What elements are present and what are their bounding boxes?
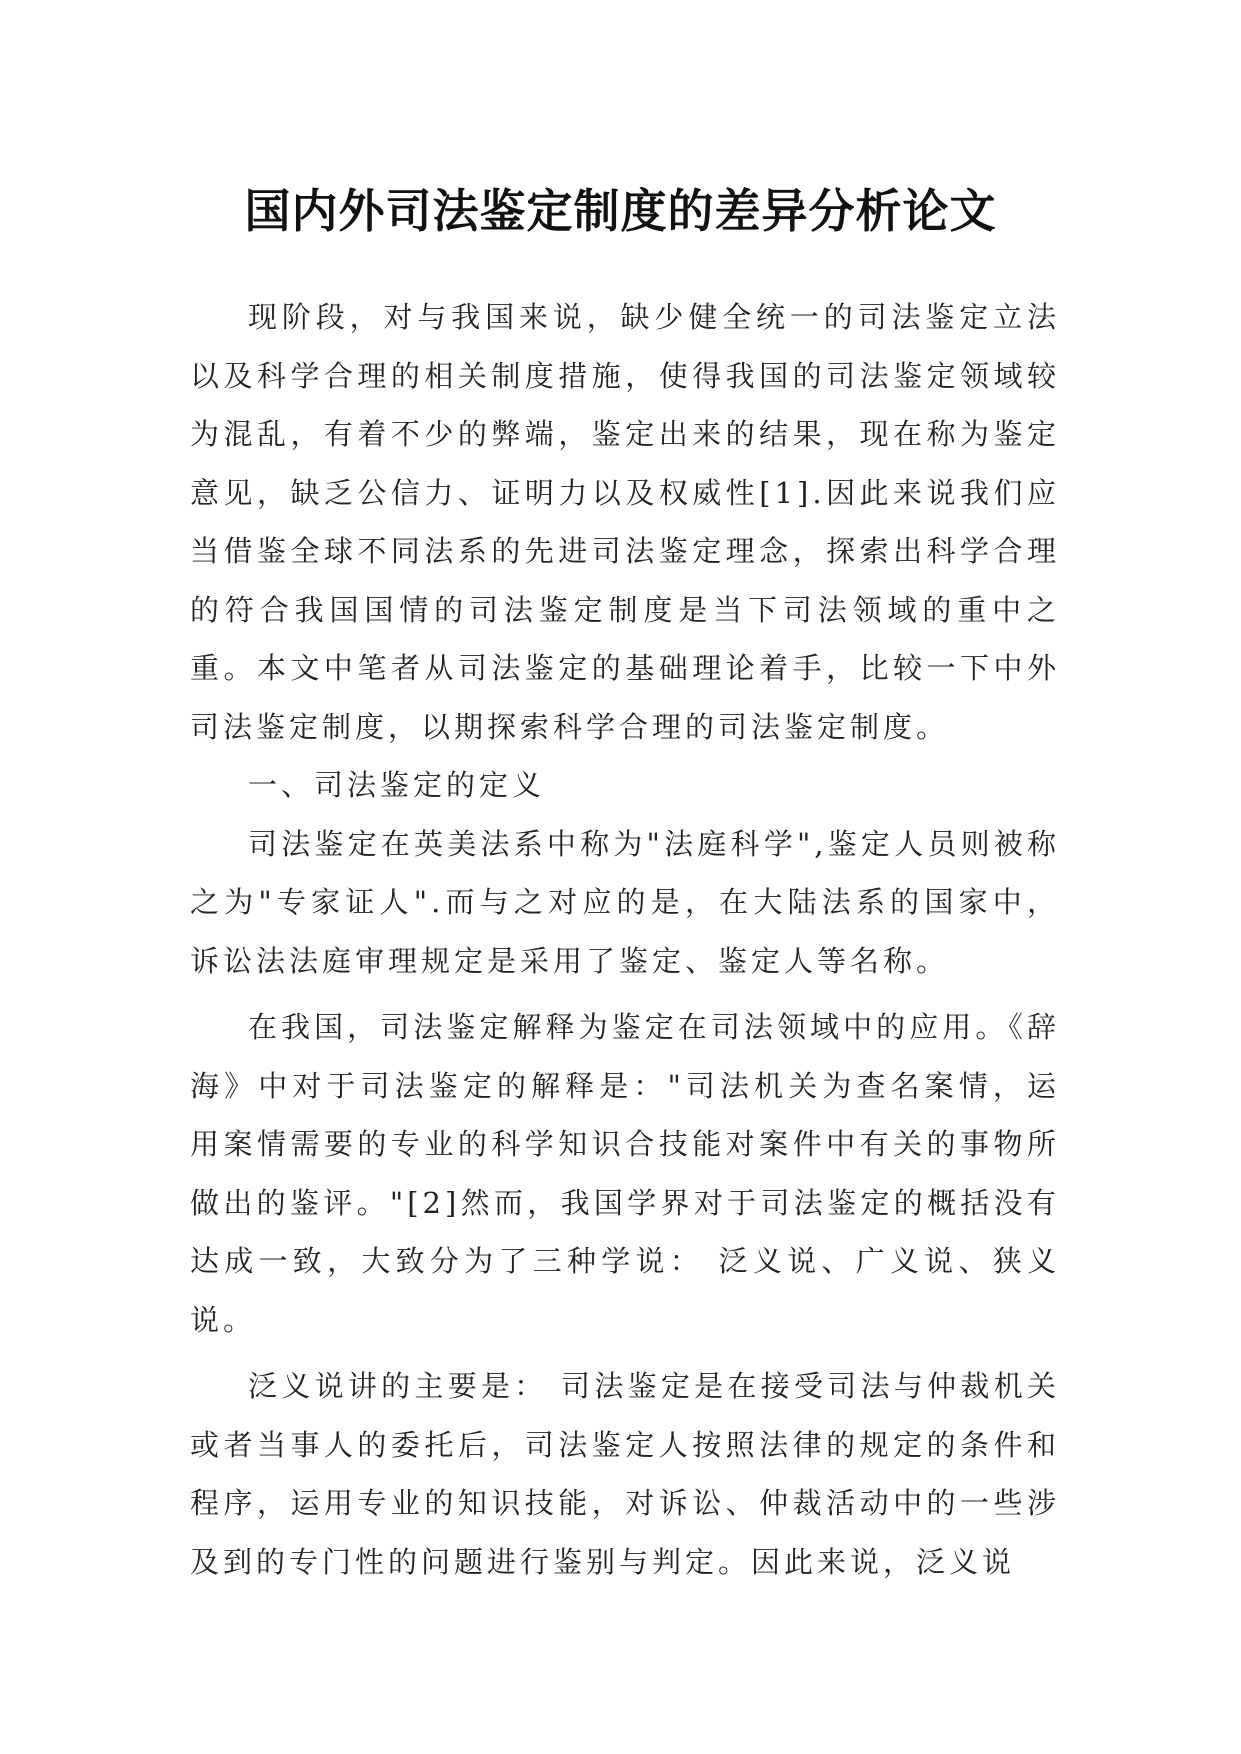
- paragraph-intro: 现阶段，对与我国来说，缺少健全统一的司法鉴定立法以及科学合理的相关制度措施，使得我国的司法鉴定领域较为混乱，有着不少的弊端，鉴定出来的结果，现在称为鉴定意见，缺乏公信力、证明力以及权威性[1].因此来说我们应当借鉴全球不同法系的先进司法鉴定理念，探索出科学合理的符合我国国情的司法鉴定制度是当下司法领域的重中之重。本文中笔者从司法鉴定的基础理论着手，比较一下中外司法鉴定制度，以期探索科学合理的司法鉴定制度。: [190, 300, 1060, 744]
- paragraph-broad-theory: 泛义说讲的主要是： 司法鉴定是在接受司法与仲裁机关或者当事人的委托后，司法鉴定人按照法律的规定的条件和程序，运用专业的知识技能，对诉讼、仲裁活动中的一些涉及到的专门性的问题进行鉴别与判定。因此来说，泛义说: [190, 1369, 1060, 1579]
- section-heading-definition: 一、司法鉴定的定义: [248, 768, 546, 802]
- paragraph-china-definition: 在我国，司法鉴定解释为鉴定在司法领域中的应用。《辞海》中对于司法鉴定的解释是："司法机关为查名案情，运用案情需要的专业的科学知识合技能对案件中有关的事物所做出的鉴评。"[2]然而，我国学界对于司法鉴定的概括没有达成一致，大致分为了三种学说： 泛义说、广义说、狭义说。: [190, 1010, 1060, 1337]
- paragraph-common-law-term: 司法鉴定在英美法系中称为"法庭科学",鉴定人员则被称之为"专家证人".而与之对应的是，在大陆法系的国家中，诉讼法法庭审理规定是采用了鉴定、鉴定人等名称。: [190, 826, 1060, 978]
- page-title: 国内外司法鉴定制度的差异分析论文: [244, 183, 997, 238]
- document-body: [190, 288, 1060, 1591]
